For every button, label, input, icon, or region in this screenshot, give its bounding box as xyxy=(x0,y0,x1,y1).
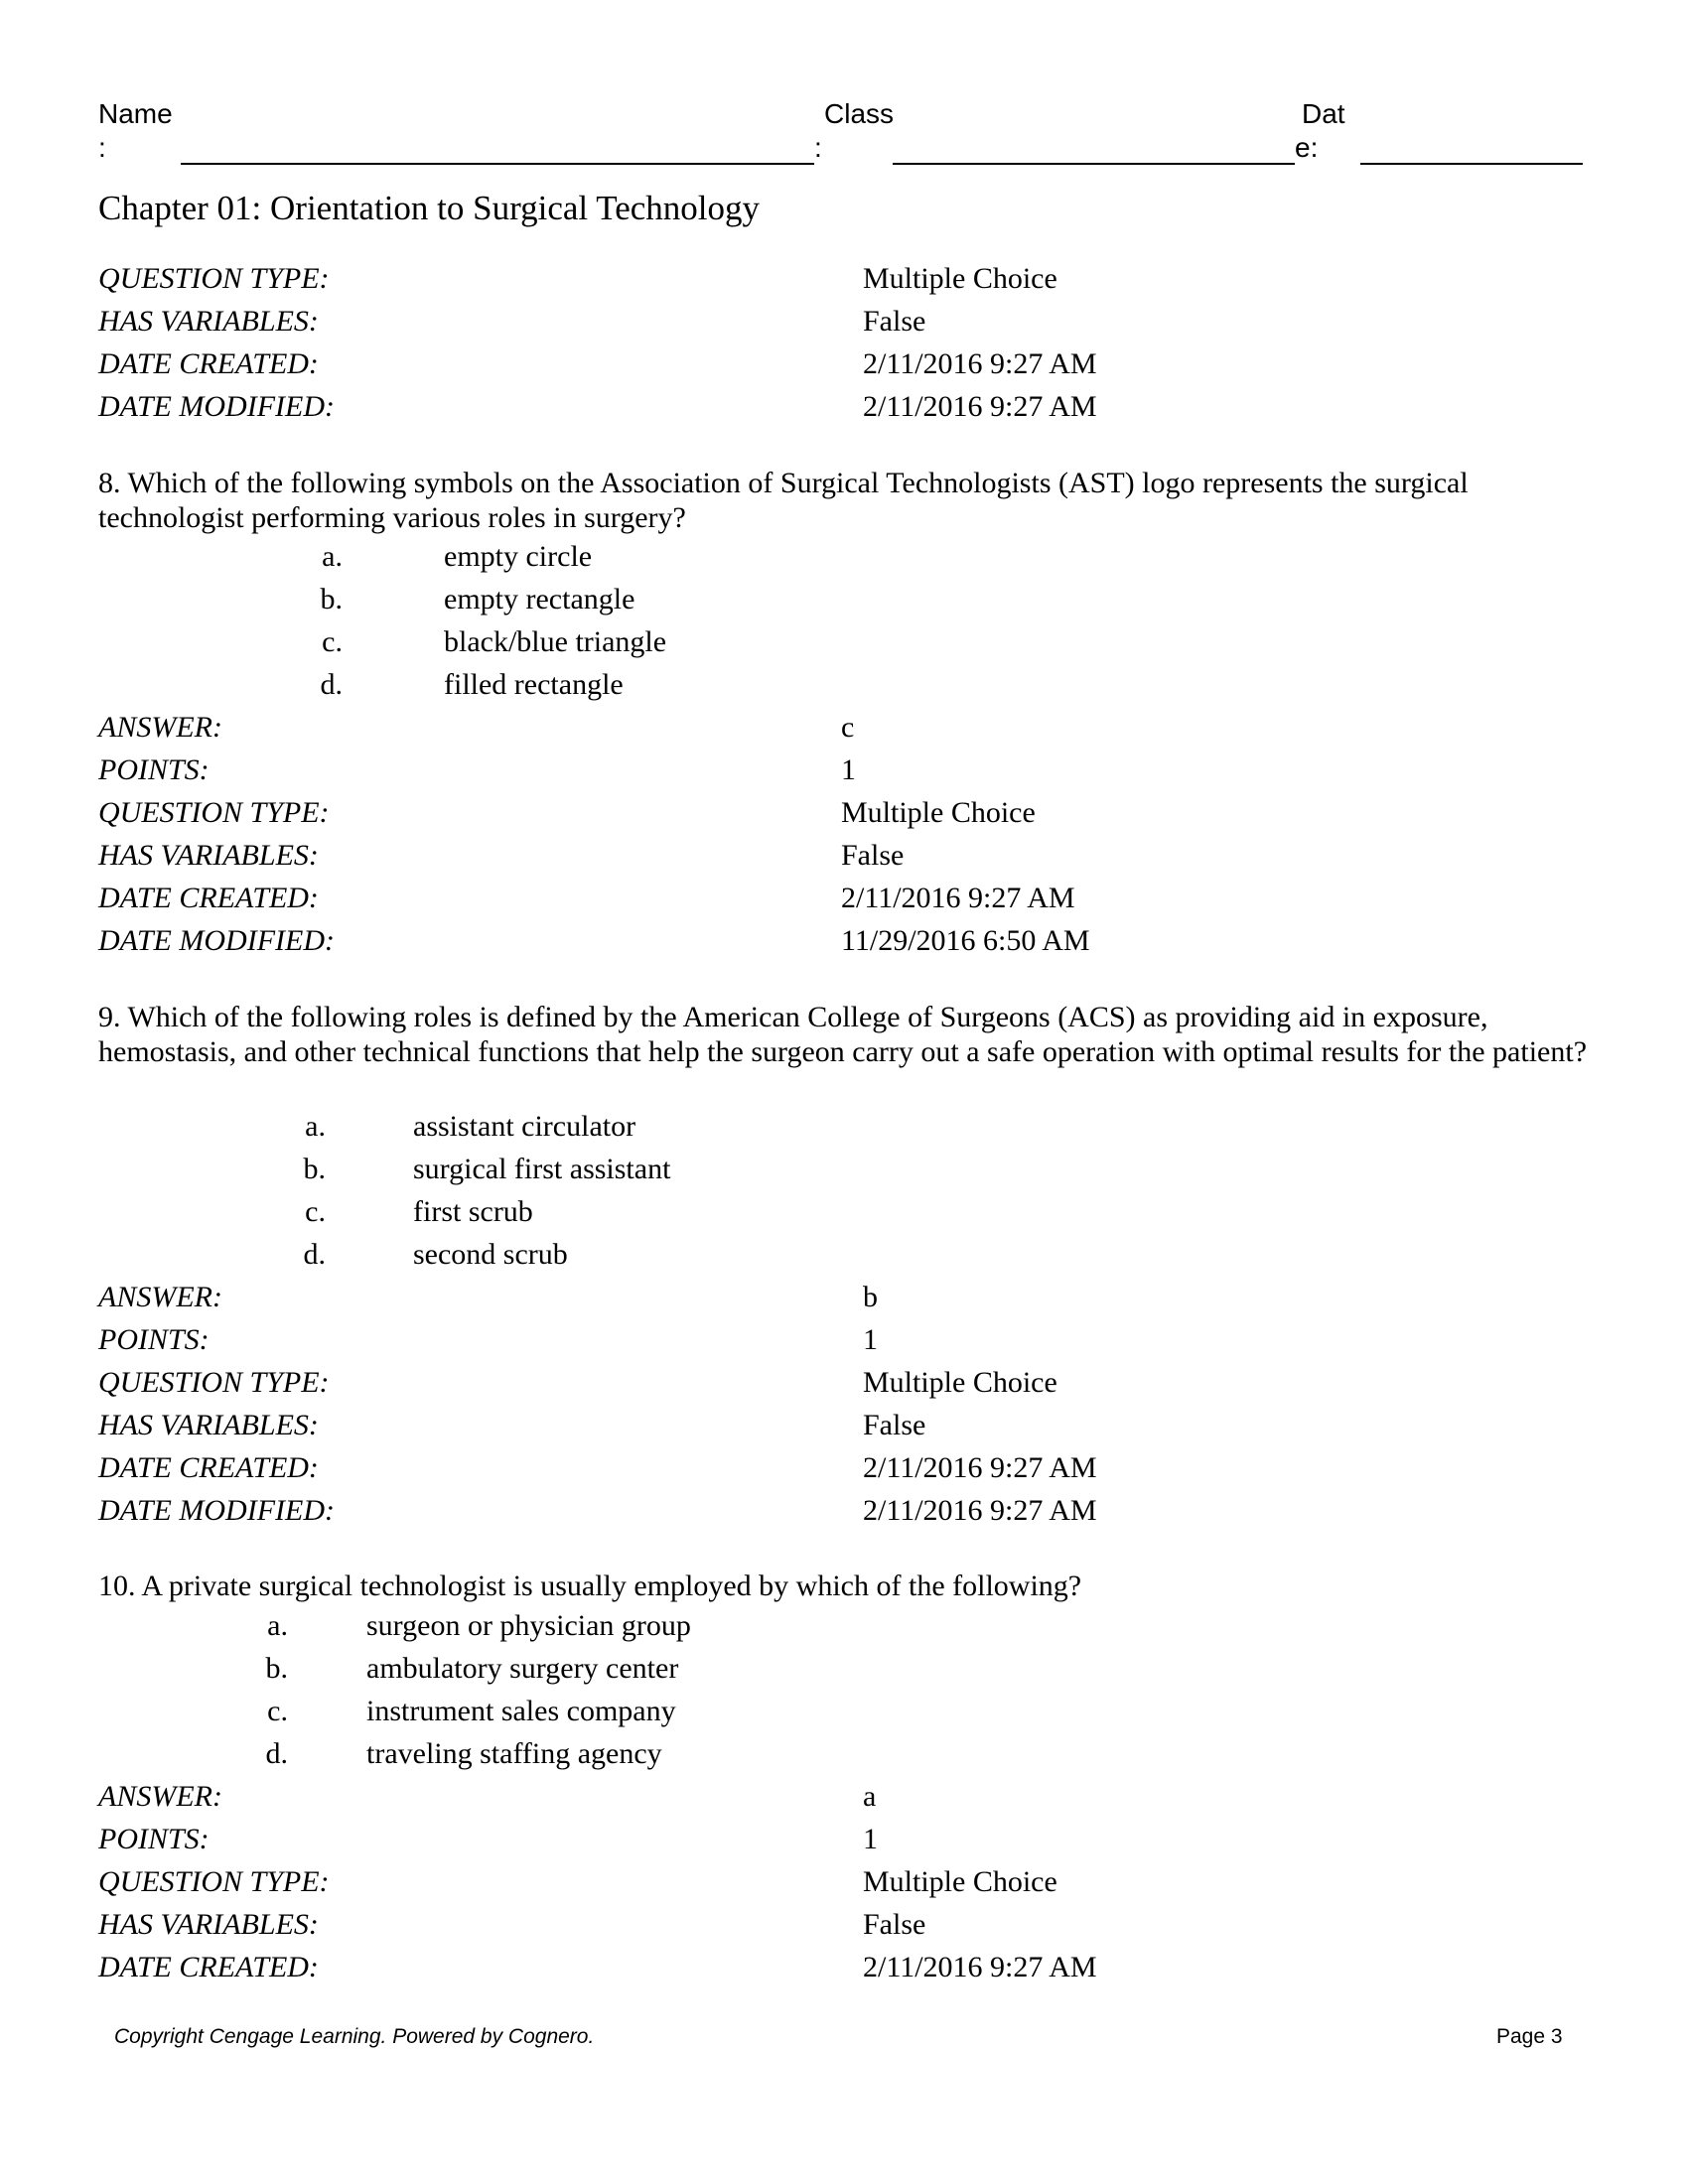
meta-label: ANSWER: xyxy=(98,711,222,744)
meta-label: HAS VARIABLES: xyxy=(98,305,319,338)
meta-label: QUESTION TYPE: xyxy=(98,1366,330,1399)
meta-label: ANSWER: xyxy=(98,1281,222,1313)
meta-value: 2/11/2016 9:27 AM xyxy=(863,390,1097,423)
question-meta xyxy=(98,1775,1588,1988)
meta-label: POINTS: xyxy=(98,1323,210,1356)
meta-label: DATE CREATED: xyxy=(98,1451,319,1484)
meta-value: 11/29/2016 6:50 AM xyxy=(841,924,1090,957)
choice-letter: a. xyxy=(322,540,343,573)
meta-label: DATE MODIFIED: xyxy=(98,924,335,957)
choice-letter: d. xyxy=(320,668,343,701)
question-text: 8. Which of the following symbols on the Association of Surgical Technologists (AST) logo represents the surgical technologist performing various roles in surgery? xyxy=(98,467,1469,534)
choice-text: traveling staffing agency xyxy=(366,1737,662,1770)
choice-letter: a. xyxy=(267,1609,288,1642)
choice-letter: d. xyxy=(265,1737,288,1770)
choice-text: black/blue triangle xyxy=(444,625,667,658)
meta-label: DATE MODIFIED: xyxy=(98,390,335,423)
meta-value: 2/11/2016 9:27 AM xyxy=(863,347,1097,380)
points-value: 1 xyxy=(841,753,856,786)
meta-value: Multiple Choice xyxy=(863,262,1057,295)
meta-value: Multiple Choice xyxy=(841,796,1036,829)
points-value: 1 xyxy=(863,1823,878,1855)
meta-value: Multiple Choice xyxy=(863,1366,1057,1399)
class-label-colon: : xyxy=(814,132,822,163)
choice-letter: c. xyxy=(267,1695,288,1727)
meta-value: False xyxy=(863,305,926,338)
choice-letter: a. xyxy=(305,1110,326,1143)
name-label: Name xyxy=(98,98,173,129)
meta-label: QUESTION TYPE: xyxy=(98,1865,330,1898)
choice-text: ambulatory surgery center xyxy=(366,1652,679,1685)
meta-label: DATE CREATED: xyxy=(98,347,319,380)
choice-text: instrument sales company xyxy=(366,1695,676,1727)
meta-value: False xyxy=(863,1908,926,1941)
footer-copyright: Copyright Cengage Learning. Powered by Cognero. xyxy=(114,2025,595,2048)
date-label-suffix: e: xyxy=(1295,132,1319,163)
question-text: 9. Which of the following roles is defined by the American College of Surgeons (ACS) as providing aid in exposure, hemostasis, and other technical functions that help the surgeon carry out a safe operation with optimal results for the patient? xyxy=(98,1001,1588,1068)
meta-label: HAS VARIABLES: xyxy=(98,839,319,872)
meta-value: 2/11/2016 9:27 AM xyxy=(863,1494,1097,1527)
choice-letter: c. xyxy=(305,1195,326,1228)
choice-text: surgical first assistant xyxy=(413,1153,671,1185)
meta-value: 2/11/2016 9:27 AM xyxy=(863,1451,1097,1484)
meta-value: Multiple Choice xyxy=(863,1865,1057,1898)
choice-text: surgeon or physician group xyxy=(366,1609,691,1642)
meta-label: QUESTION TYPE: xyxy=(98,796,330,829)
class-label: Class xyxy=(824,98,895,129)
choice-text: empty circle xyxy=(444,540,593,573)
meta-label: ANSWER: xyxy=(98,1780,222,1813)
choice-letter: b. xyxy=(303,1153,326,1185)
choice-letter: d. xyxy=(303,1238,326,1271)
answer-value: c xyxy=(841,711,855,744)
answer-value: b xyxy=(863,1281,878,1313)
choice-text: assistant circulator xyxy=(413,1110,636,1143)
meta-label: DATE CREATED: xyxy=(98,1951,319,1983)
choice-text: first scrub xyxy=(413,1195,533,1228)
choice-text: filled rectangle xyxy=(444,668,624,701)
meta-label: HAS VARIABLES: xyxy=(98,1409,319,1441)
answer-value: a xyxy=(863,1780,877,1813)
choice-letter: b. xyxy=(265,1652,288,1685)
meta-label: QUESTION TYPE: xyxy=(98,262,330,295)
meta-value: 2/11/2016 9:27 AM xyxy=(863,1951,1097,1983)
meta-label: HAS VARIABLES: xyxy=(98,1908,319,1941)
question-meta xyxy=(98,1276,1588,1532)
meta-label: POINTS: xyxy=(98,753,210,786)
choice-letter: c. xyxy=(322,625,343,658)
meta-label: DATE MODIFIED: xyxy=(98,1494,335,1527)
page-number: Page 3 xyxy=(1496,2025,1563,2048)
chapter-title: Chapter 01: Orientation to Surgical Technology xyxy=(98,189,760,227)
class-field[interactable] xyxy=(893,163,1295,165)
meta-value: False xyxy=(863,1409,926,1441)
date-field[interactable] xyxy=(1360,163,1583,165)
date-label: Dat xyxy=(1302,98,1345,129)
choice-letter: b. xyxy=(320,583,343,615)
meta-label: DATE CREATED: xyxy=(98,882,319,914)
prev-question-meta xyxy=(98,257,1588,428)
name-field[interactable] xyxy=(181,163,814,165)
meta-label: POINTS: xyxy=(98,1823,210,1855)
name-label-colon: : xyxy=(98,132,106,163)
choice-text: second scrub xyxy=(413,1238,568,1271)
choice-text: empty rectangle xyxy=(444,583,635,615)
meta-value: 2/11/2016 9:27 AM xyxy=(841,882,1075,914)
meta-value: False xyxy=(841,839,905,872)
question-meta xyxy=(98,706,1588,962)
question-text: 10. A private surgical technologist is usually employed by which of the following? xyxy=(98,1570,1082,1602)
points-value: 1 xyxy=(863,1323,878,1356)
